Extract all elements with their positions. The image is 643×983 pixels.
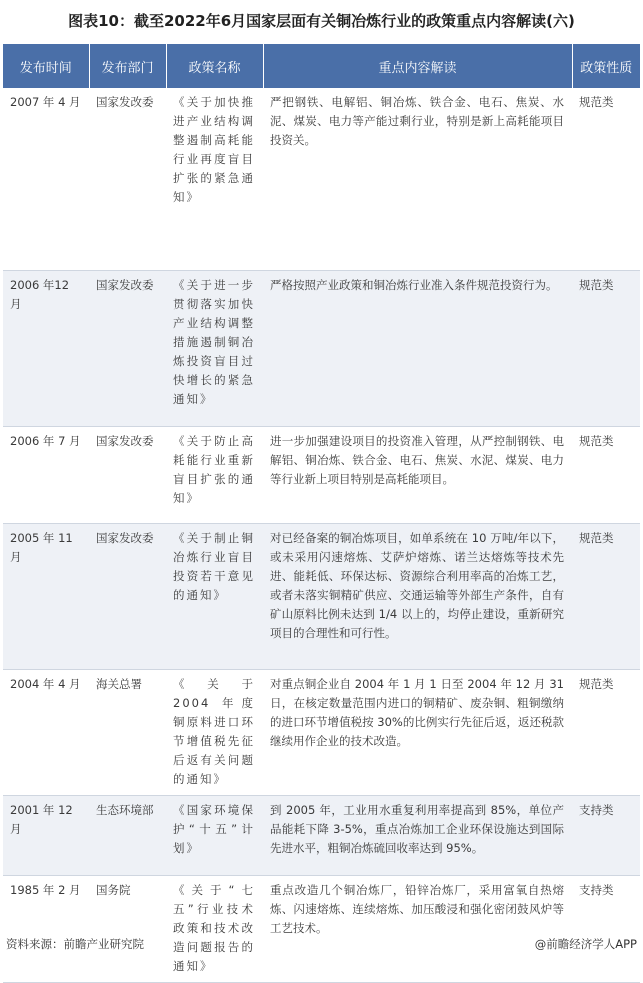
- header-name: 政策名称: [166, 44, 263, 88]
- table-row: [3, 523, 640, 669]
- cell-type: 规范类: [572, 88, 640, 270]
- cell-policy-name: 《关于加快推进产业结构调整遏制高耗能行业再度盲目扩张的紧急通知》: [166, 88, 263, 270]
- cell-type: 规范类: [572, 669, 640, 795]
- header-type: 政策性质: [572, 44, 640, 88]
- footer: [6, 935, 637, 953]
- cell-date: 2001 年 12 月: [3, 795, 89, 875]
- cell-date: 2007 年 4 月: [3, 88, 89, 270]
- cell-policy-name: 《国家环境保护“十五”计划》: [166, 795, 263, 875]
- table-row: [3, 426, 640, 523]
- table-row: [3, 795, 640, 875]
- table-header: [3, 44, 640, 88]
- brand-credit: @前瞻经济学人APP: [534, 937, 637, 951]
- cell-dept: 国家发改委: [89, 270, 166, 426]
- cell-dept: 国务院: [89, 875, 166, 982]
- cell-content: 对重点铜企业自 2004 年 1 月 1 日至 2004 年 12 月 31 日，在核定数量范围内进口的铜精矿、废杂铜、粗铜缴纳的进口环节增值税按 30%的比例实行先征后返，返还税款继续用作企业的技术改造。: [263, 669, 572, 795]
- cell-dept: 国家发改委: [89, 88, 166, 270]
- cell-content: 进一步加强建设项目的投资准入管理，从严控制钢铁、电解铝、铜冶炼、铁合金、电石、焦炭、水泥、煤炭、电力等行业新上项目特别是高耗能项目。: [263, 426, 572, 523]
- table-row: [3, 875, 640, 982]
- cell-dept: 国家发改委: [89, 426, 166, 523]
- cell-policy-name: 《关于“七五”行业技术政策和技术改造问题报告的通知》: [166, 875, 263, 982]
- table-row: [3, 669, 640, 795]
- cell-content: 重点改造几个铜冶炼厂，铅锌冶炼厂，采用富氧自热熔炼、闪速熔炼、连续熔炼、加压酸浸和强化密闭鼓风炉等工艺技术。: [263, 875, 572, 982]
- header-content: 重点内容解读: [263, 44, 572, 88]
- cell-policy-name: 《关于进一步贯彻落实加快产业结构调整措施遏制铜冶炼投资盲目过快增长的紧急通知》: [166, 270, 263, 426]
- cell-date: 2004 年 4 月: [3, 669, 89, 795]
- policy-table: [3, 44, 640, 983]
- table-row: [3, 88, 640, 270]
- cell-type: 规范类: [572, 426, 640, 523]
- cell-dept: 生态环境部: [89, 795, 166, 875]
- cell-content: 到 2005 年，工业用水重复利用率提高到 85%，单位产品能耗下降 3-5%，重点冶炼加工企业环保设施达到国际先进水平，粗铜冶炼硫回收率达到 95%。: [263, 795, 572, 875]
- cell-content: 严格按照产业政策和铜冶炼行业准入条件规范投资行为。: [263, 270, 572, 426]
- cell-type: 规范类: [572, 270, 640, 426]
- cell-type: 支持类: [572, 875, 640, 982]
- page-title: 图表10：截至2022年6月国家层面有关铜冶炼行业的政策重点内容解读(六): [68, 12, 575, 30]
- cell-date: 2006 年12 月: [3, 270, 89, 426]
- cell-date: 1985 年 2 月: [3, 875, 89, 982]
- header-date: 发布时间: [3, 44, 89, 88]
- cell-date: 2005 年 11 月: [3, 523, 89, 669]
- header-dept: 发布部门: [89, 44, 166, 88]
- cell-policy-name: 《关于防止高耗能行业重新盲目扩张的通知》: [166, 426, 263, 523]
- source-note: 资料来源：前瞻产业研究院: [6, 937, 144, 951]
- cell-policy-name: 《关于制止铜冶炼行业盲目投资若干意见的通知》: [166, 523, 263, 669]
- cell-type: 支持类: [572, 795, 640, 875]
- cell-dept: 国家发改委: [89, 523, 166, 669]
- cell-content: 严把钢铁、电解铝、铜冶炼、铁合金、电石、焦炭、水泥、煤炭、电力等产能过剩行业，特别是新上高耗能项目投资关。: [263, 88, 572, 270]
- cell-type: 规范类: [572, 523, 640, 669]
- cell-policy-name: 《关于 2004 年度铜原料进口环节增值税先征后返有关问题的通知》: [166, 669, 263, 795]
- cell-dept: 海关总署: [89, 669, 166, 795]
- cell-date: 2006 年 7 月: [3, 426, 89, 523]
- cell-content: 对已经备案的铜冶炼项目，如单系统在 10 万吨/年以下，或未采用闪速熔炼、艾萨炉熔炼、诺兰达熔炼等技术先进、能耗低、环保达标、资源综合利用率高的冶炼工艺，或者未落实铜精矿供应、交通运输等外部生产条件，自有矿山原料比例未达到 1/4 以上的，均停止建设，重新研究项目的合理性和可行性。: [263, 523, 572, 669]
- table-row: [3, 270, 640, 426]
